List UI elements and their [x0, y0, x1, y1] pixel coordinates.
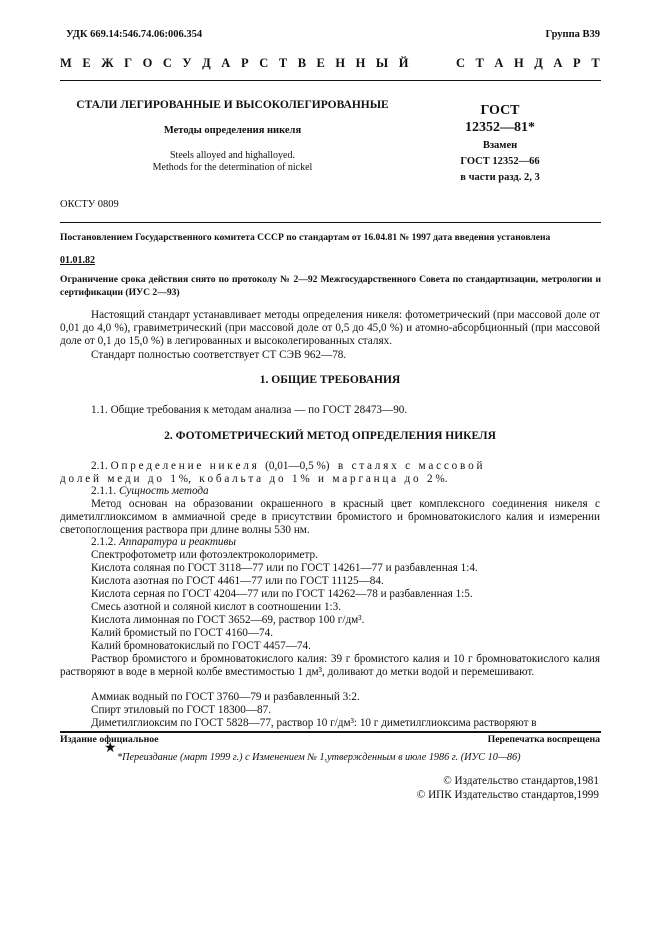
reprint-prohibited: Перепечатка воспрещена	[487, 734, 600, 745]
method-principle: Метод основан на образовании окрашенного в красный цвет комплексного соединения никеля с диметилглиоксимом в аммиачной среде в присутствии бромистого и бромноватокислого калия и измерении светопоглощения раствора при длине волны 530 нм.	[60, 498, 600, 536]
reagent-item: Кислота серная по ГОСТ 4204—77 или по ГОСТ 14262—78 и разбавленная 1:5.	[91, 588, 473, 600]
banner-letter: С	[259, 56, 269, 70]
banner-letter: Т	[591, 56, 600, 70]
clause-2-1-2-title: Аппаратура и реактивы	[118, 536, 236, 548]
title-rule	[60, 222, 601, 223]
banner-letter: Д	[202, 56, 211, 70]
banner-letter: Р	[240, 56, 249, 70]
banner-letter	[437, 56, 445, 71]
banner-letter: В	[297, 56, 307, 70]
reagent-item: Диметилглиоксим по ГОСТ 5828—77, раствор 10 г/дм³: 10 г диметилглиоксима растворяют в	[91, 717, 537, 729]
english-title-line2: Methods for the determination of nickel	[152, 162, 313, 173]
clause-2-1-1-title: Сущность метода	[118, 485, 209, 497]
reagent-item: Кислота соляная по ГОСТ 3118—77 или по ГОСТ 14261—77 и разбавленная 1:4.	[91, 562, 478, 574]
footer-rule	[60, 731, 601, 733]
banner-letter: Е	[82, 56, 91, 70]
star-icon: ★	[104, 741, 117, 756]
section-1-1: 1.1. Общие требования к методам анализа — по ГОСТ 28473—90.	[91, 404, 408, 416]
banner-letter: Й	[398, 56, 409, 70]
clause-2-1-1	[91, 485, 209, 497]
banner-letter: Н	[513, 56, 524, 70]
reagent-item: Калий бромноватокислый по ГОСТ 4457—74.	[91, 640, 311, 652]
banner-letter: А	[553, 56, 563, 70]
udk-code: УДК 669.14:546.74.06:006.354	[66, 29, 203, 40]
replaced-sections: в части разд. 2, 3	[460, 172, 540, 183]
reagent-item: Кислота лимонная по ГОСТ 3652—69, раствор 100 г/дм³.	[91, 614, 365, 626]
replaced-standard: ГОСТ 12352—66	[460, 156, 540, 167]
reissue-note: *Переиздание (март 1999 г.) с Изменением № 1,утвержденным в июле 1986 г. (ИУС 10—86)	[117, 752, 521, 763]
banner-letter: Д	[534, 56, 543, 70]
reagent-item: Смесь азотной и соляной кислот в соотношении 1:3.	[91, 601, 342, 613]
banner-letter: Г	[124, 56, 133, 70]
intro-paragraph: Настоящий стандарт устанавливает методы определения никеля: фотометрический (при массовой доле от 0,01 до 4,0 %), гравиметрический (при массовой доле от 0,5 до 45,0 %) и атомно-абсорбционный (при массовой доле от 0,1 до 15,0 %) в легированных и высоколегированных сталях.	[60, 309, 600, 347]
banner-letter: Р	[573, 56, 581, 70]
clause-2-1-line2: д о л е й м е д и д о 1 %, к о б а л ь т а д о 1 % и м а р г а н ц а д о 2 %.	[60, 473, 448, 485]
banner-letter: Н	[355, 56, 366, 70]
reagent-item: Спирт этиловый по ГОСТ 18300—87.	[91, 704, 272, 716]
clause-2-1-1-number: 2.1.1.	[91, 485, 117, 497]
gost-number: 12352—81*	[465, 120, 535, 135]
group-code: Группа В39	[545, 29, 600, 40]
banner-letter: Е	[316, 56, 325, 70]
copyright-1999: © ИПК Издательство стандартов,1999	[416, 789, 599, 801]
banner-letter	[419, 56, 427, 71]
header-rule	[60, 80, 601, 81]
banner-letter: А	[221, 56, 231, 70]
clause-2-1-line1: 2.1. О п р е д е л е н и е н и к е л я (0,01—0,5 %) в с т а л я х с м а с с о в о й	[91, 460, 483, 472]
banner-letter: Т	[278, 56, 288, 70]
clause-2-1-2	[91, 536, 236, 548]
okstu-code: ОКСТУ 0809	[60, 199, 119, 210]
banner-letter: М	[60, 56, 72, 70]
document-subtitle: Методы определения никеля	[163, 125, 302, 136]
gost-label: ГОСТ	[480, 103, 520, 118]
banner-letter: С	[455, 56, 466, 70]
reagent-item: Аммиак водный по ГОСТ 3760—79 и разбавленный 3:2.	[91, 691, 360, 703]
sev-compliance: Стандарт полностью соответствует СТ СЭВ 962—78.	[91, 349, 347, 361]
effective-date: 01.01.82	[60, 255, 95, 266]
banner-letter: Ж	[101, 56, 114, 70]
banner-letter: О	[142, 56, 153, 70]
restriction-note: Ограничение срока действия снято по протоколу № 2—92 Межгосударственного Совета по стандартизации, метрологии и сертификации (ИУС 2—93)	[60, 274, 601, 298]
official-edition: Издание официальное	[60, 734, 159, 745]
document-title: СТАЛИ ЛЕГИРОВАННЫЕ И ВЫСОКОЛЕГИРОВАННЫЕ	[76, 99, 389, 111]
banner-letter: С	[162, 56, 172, 70]
reagent-item: Спектрофотометр или фотоэлектроколориметр.	[91, 549, 318, 561]
reagent-item: Кислота азотная по ГОСТ 4461—77 или по ГОСТ 11125—84.	[91, 575, 384, 587]
banner-letter: Т	[475, 56, 484, 70]
replaces-label: Взамен	[482, 140, 518, 151]
banner-letter: Н	[335, 56, 346, 70]
reagent-item: Калий бромистый по ГОСТ 4160—74.	[91, 627, 274, 639]
banner-letter: У	[182, 56, 192, 70]
banner-letter: А	[494, 56, 504, 70]
banner-letter: Ы	[375, 56, 389, 70]
bromide-solution: Раствор бромистого и бромноватокислого калия: 39 г бромистого калия и 10 г бромноватокислого калия растворяют в воде в мерной колбе вместимостью 1 дм³, доливают до метки водой и перемешивают.	[60, 653, 600, 678]
clause-2-1-2-number: 2.1.2.	[91, 536, 117, 548]
english-title-line1: Steels alloyed and highalloyed.	[170, 150, 295, 161]
decree-text: Постановлением Государственного комитета СССР по стандартам от 16.04.81 № 1997 дата введения установлена	[60, 232, 551, 243]
interstate-standard-banner	[60, 56, 600, 71]
copyright-1981: © Издательство стандартов,1981	[443, 775, 599, 787]
section-2-heading: 2. ФОТОМЕТРИЧЕСКИЙ МЕТОД ОПРЕДЕЛЕНИЯ НИКЕЛЯ	[164, 430, 496, 442]
section-1-heading: 1. ОБЩИЕ ТРЕБОВАНИЯ	[259, 374, 401, 386]
